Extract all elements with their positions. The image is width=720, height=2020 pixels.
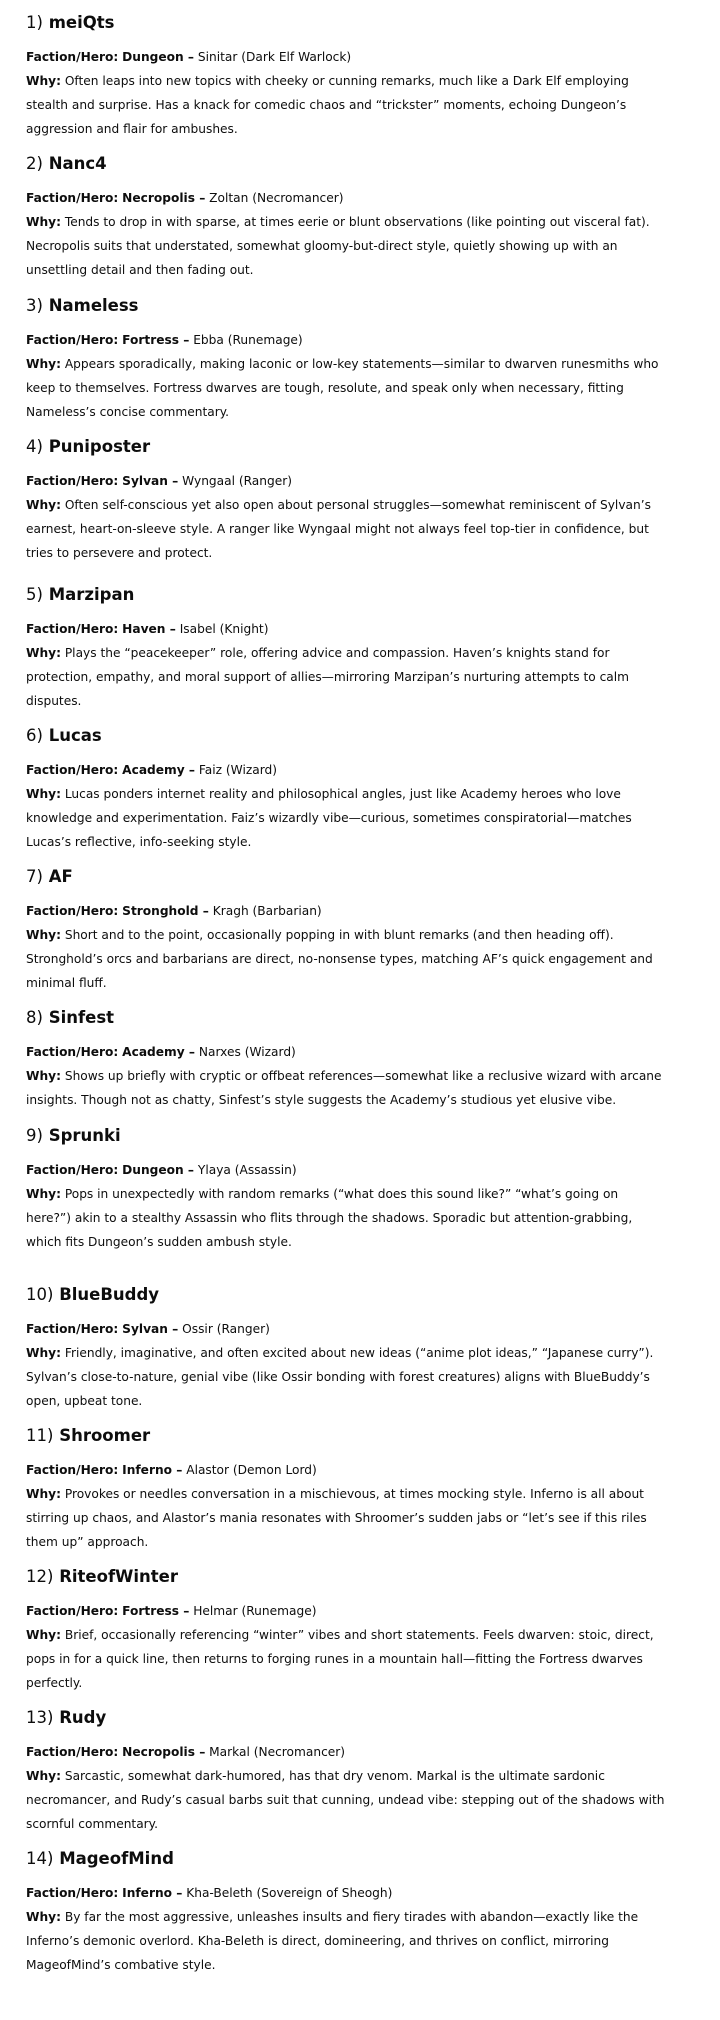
why-text: By far the most aggressive, unleashes insults and fiery tirades with abandon—exactly like the Inferno’s demonic overlord. Kha-Beleth is direct, domineering, and thrives on conflict, mirroring MageofMind’s combative style.: [26, 1910, 639, 1972]
faction-value: Academy –: [122, 763, 196, 777]
faction-hero-label: Faction/Hero:: [26, 1745, 119, 1759]
entry-name: Shroomer: [59, 1426, 151, 1445]
why-label: Why:: [26, 1487, 61, 1501]
faction-value: Sylvan –: [122, 474, 179, 488]
entry-name: AF: [48, 867, 73, 886]
entry-name: RiteofWinter: [59, 1567, 178, 1586]
why-text: Appears sporadically, making laconic or low-key statements—similar to dwarven runesmiths who keep to themselves. Fortress dwarves are tough, resolute, and speak only when necessary, fitting Nameless’s concise commentary.: [26, 357, 659, 419]
entry-13: [26, 1707, 666, 1836]
why-paragraph: [26, 1482, 666, 1554]
hero-value: Kragh (Barbarian): [208, 904, 322, 918]
entry-number: 4): [26, 437, 43, 456]
faction-hero-line: [26, 1458, 666, 1482]
entry-title: [26, 436, 666, 458]
entry-title: [26, 12, 666, 34]
why-text: Plays the “peacekeeper” role, offering advice and compassion. Haven’s knights stand for protection, empathy, and moral support of allies—mirroring Marzipan’s nurturing attempts to calm disputes.: [26, 646, 630, 708]
why-label: Why:: [26, 787, 61, 801]
entry-title: [26, 1848, 666, 1870]
entry-number: 2): [26, 154, 43, 173]
why-paragraph: [26, 923, 666, 995]
hero-value: Narxes (Wizard): [195, 1045, 296, 1059]
faction-hero-label: Faction/Hero:: [26, 1045, 119, 1059]
faction-hero-line: [26, 469, 666, 493]
entry-number: 5): [26, 585, 43, 604]
why-label: Why:: [26, 74, 61, 88]
hero-value: Ossir (Ranger): [178, 1322, 270, 1336]
entry-6: [26, 725, 666, 854]
why-paragraph: [26, 1182, 666, 1254]
faction-hero-line: [26, 45, 666, 69]
why-text: Often leaps into new topics with cheeky or cunning remarks, much like a Dark Elf employing stealth and surprise. Has a knack for comedic chaos and “trickster” moments, echoing Dungeon’s aggression and flair for ambushes.: [26, 74, 629, 136]
why-label: Why:: [26, 1628, 61, 1642]
entry-3: [26, 295, 666, 424]
faction-value: Necropolis –: [122, 1745, 206, 1759]
hero-value: Faiz (Wizard): [195, 763, 277, 777]
entry-12: [26, 1566, 666, 1695]
faction-value: Stronghold –: [122, 904, 209, 918]
why-paragraph: [26, 352, 666, 424]
entry-number: 12): [26, 1567, 54, 1586]
hero-value: Alastor (Demon Lord): [182, 1463, 317, 1477]
entry-name: Nameless: [48, 296, 139, 315]
entry-title: [26, 584, 666, 606]
faction-value: Inferno –: [122, 1886, 183, 1900]
why-paragraph: [26, 1623, 666, 1695]
faction-hero-label: Faction/Hero:: [26, 1322, 119, 1336]
why-paragraph: [26, 1905, 666, 1977]
faction-hero-line: [26, 758, 666, 782]
entry-number: 8): [26, 1008, 43, 1027]
entry-4: [26, 436, 666, 565]
entry-name: Lucas: [48, 726, 102, 745]
why-text: Sarcastic, somewhat dark-humored, has that dry venom. Markal is the ultimate sardonic necromancer, and Rudy’s casual barbs suit that cunning, undead vibe: stepping out of the shadows with scornful commentary.: [26, 1769, 665, 1831]
entry-number: 3): [26, 296, 43, 315]
entry-number: 11): [26, 1426, 54, 1445]
faction-hero-line: [26, 1040, 666, 1064]
why-text: Pops in unexpectedly with random remarks (“what does this sound like?” “what’s going on here?”) akin to a stealthy Assassin who flits through the shadows. Sporadic but attention-grabbing, which fits Dungeon’s sudden ambush style.: [26, 1187, 633, 1249]
why-label: Why:: [26, 1769, 61, 1783]
hero-value: Helmar (Runemage): [189, 1604, 317, 1618]
why-label: Why:: [26, 215, 61, 229]
hero-value: Kha-Beleth (Sovereign of Sheogh): [182, 1886, 393, 1900]
why-label: Why:: [26, 1346, 61, 1360]
why-text: Friendly, imaginative, and often excited about new ideas (“anime plot ideas,” “Japanese curry”). Sylvan’s close-to-nature, genial vibe (like Ossir bonding with forest creatures) aligns with BlueBuddy’s open, upbeat tone.: [26, 1346, 654, 1408]
faction-hero-label: Faction/Hero:: [26, 1163, 119, 1177]
faction-value: Sylvan –: [122, 1322, 179, 1336]
entry-11: [26, 1425, 666, 1554]
entry-title: [26, 725, 666, 747]
faction-hero-label: Faction/Hero:: [26, 1886, 119, 1900]
hero-value: Zoltan (Necromancer): [205, 191, 344, 205]
entry-name: Rudy: [59, 1708, 107, 1727]
why-text: Often self-conscious yet also open about personal struggles—somewhat reminiscent of Sylvan’s earnest, heart-on-sleeve style. A ranger like Wyngaal might not always feel top-tier in confidence, but tries to persevere and protect.: [26, 498, 651, 560]
entry-title: [26, 295, 666, 317]
entry-5: [26, 584, 666, 713]
faction-value: Inferno –: [122, 1463, 183, 1477]
faction-hero-label: Faction/Hero:: [26, 622, 119, 636]
faction-hero-line: [26, 617, 666, 641]
entry-number: 7): [26, 867, 43, 886]
why-text: Tends to drop in with sparse, at times eerie or blunt observations (like pointing out visceral fat). Necropolis suits that understated, somewhat gloomy-but-direct style, quietly showing up with an unsettling detail and then fading out.: [26, 215, 650, 277]
faction-hero-label: Faction/Hero:: [26, 333, 119, 347]
entry-name: Puniposter: [48, 437, 151, 456]
why-paragraph: [26, 210, 666, 282]
faction-hero-label: Faction/Hero:: [26, 191, 119, 205]
why-label: Why:: [26, 928, 61, 942]
faction-value: Fortress –: [122, 1604, 190, 1618]
entry-name: Nanc4: [48, 154, 107, 173]
why-text: Short and to the point, occasionally popping in with blunt remarks (and then heading off). Stronghold’s orcs and barbarians are direct, no-nonsense types, matching AF’s quick engagement and minimal fluff.: [26, 928, 653, 990]
entry-number: 6): [26, 726, 43, 745]
why-label: Why:: [26, 498, 61, 512]
why-text: Brief, occasionally referencing “winter” vibes and short statements. Feels dwarven: stoic, direct, pops in for a quick line, then returns to forging runes in a mountain hall—fitting the Fortress dwarves perfectly.: [26, 1628, 654, 1690]
hero-value: Isabel (Knight): [175, 622, 269, 636]
faction-hero-line: [26, 1317, 666, 1341]
entry-9: [26, 1125, 666, 1254]
why-paragraph: [26, 1064, 666, 1112]
hero-value: Markal (Necromancer): [205, 1745, 346, 1759]
why-paragraph: [26, 69, 666, 141]
entry-14: [26, 1848, 666, 1977]
entry-title: [26, 866, 666, 888]
why-label: Why:: [26, 1910, 61, 1924]
faction-hero-label: Faction/Hero:: [26, 763, 119, 777]
entry-10: [26, 1284, 666, 1413]
entry-number: 13): [26, 1708, 54, 1727]
faction-value: Fortress –: [122, 333, 190, 347]
entry-name: BlueBuddy: [59, 1285, 160, 1304]
faction-hero-line: [26, 186, 666, 210]
entry-title: [26, 1425, 666, 1447]
faction-hero-line: [26, 1740, 666, 1764]
hero-value: Wyngaal (Ranger): [178, 474, 292, 488]
entry-name: MageofMind: [59, 1849, 174, 1868]
entry-title: [26, 153, 666, 175]
faction-value: Academy –: [122, 1045, 196, 1059]
why-label: Why:: [26, 1069, 61, 1083]
why-text: Lucas ponders internet reality and philosophical angles, just like Academy heroes who love knowledge and experimentation. Faiz’s wizardly vibe—curious, sometimes conspiratorial—matches Lucas’s reflective, info-seeking style.: [26, 787, 632, 849]
entry-name: Sprunki: [48, 1126, 121, 1145]
entry-name: Marzipan: [48, 585, 135, 604]
hero-value: Ebba (Runemage): [189, 333, 303, 347]
faction-hero-line: [26, 328, 666, 352]
why-text: Provokes or needles conversation in a mischievous, at times mocking style. Inferno is all about stirring up chaos, and Alastor’s mania resonates with Shroomer’s sudden jabs or “let’s see if this riles them up” approach.: [26, 1487, 647, 1549]
why-paragraph: [26, 1764, 666, 1836]
why-label: Why:: [26, 357, 61, 371]
why-label: Why:: [26, 646, 61, 660]
why-paragraph: [26, 493, 666, 565]
why-paragraph: [26, 782, 666, 854]
faction-value: Dungeon –: [122, 1163, 195, 1177]
entry-1: [26, 12, 666, 141]
entry-number: 14): [26, 1849, 54, 1868]
faction-hero-line: [26, 1599, 666, 1623]
entry-name: Sinfest: [48, 1008, 115, 1027]
entry-name: meiQts: [48, 13, 115, 32]
why-paragraph: [26, 1341, 666, 1413]
entry-8: [26, 1007, 666, 1112]
why-paragraph: [26, 641, 666, 713]
entry-title: [26, 1125, 666, 1147]
entry-number: 1): [26, 13, 43, 32]
faction-hero-label: Faction/Hero:: [26, 904, 119, 918]
entry-title: [26, 1284, 666, 1306]
entry-2: [26, 153, 666, 282]
faction-hero-label: Faction/Hero:: [26, 50, 119, 64]
why-label: Why:: [26, 1187, 61, 1201]
why-text: Shows up briefly with cryptic or offbeat references—somewhat like a reclusive wizard with arcane insights. Though not as chatty, Sinfest’s style suggests the Academy’s studious yet elusive vibe.: [26, 1069, 662, 1107]
entry-title: [26, 1007, 666, 1029]
entry-title: [26, 1566, 666, 1588]
faction-value: Haven –: [122, 622, 176, 636]
entry-number: 9): [26, 1126, 43, 1145]
faction-hero-line: [26, 1158, 666, 1182]
faction-hero-label: Faction/Hero:: [26, 1604, 119, 1618]
faction-value: Dungeon –: [122, 50, 195, 64]
entry-7: [26, 866, 666, 995]
faction-hero-label: Faction/Hero:: [26, 1463, 119, 1477]
faction-hero-label: Faction/Hero:: [26, 474, 119, 488]
hero-value: Ylaya (Assassin): [194, 1163, 297, 1177]
hero-value: Sinitar (Dark Elf Warlock): [194, 50, 352, 64]
entry-title: [26, 1707, 666, 1729]
faction-value: Necropolis –: [122, 191, 206, 205]
entry-number: 10): [26, 1285, 54, 1304]
faction-hero-line: [26, 1881, 666, 1905]
faction-hero-line: [26, 899, 666, 923]
